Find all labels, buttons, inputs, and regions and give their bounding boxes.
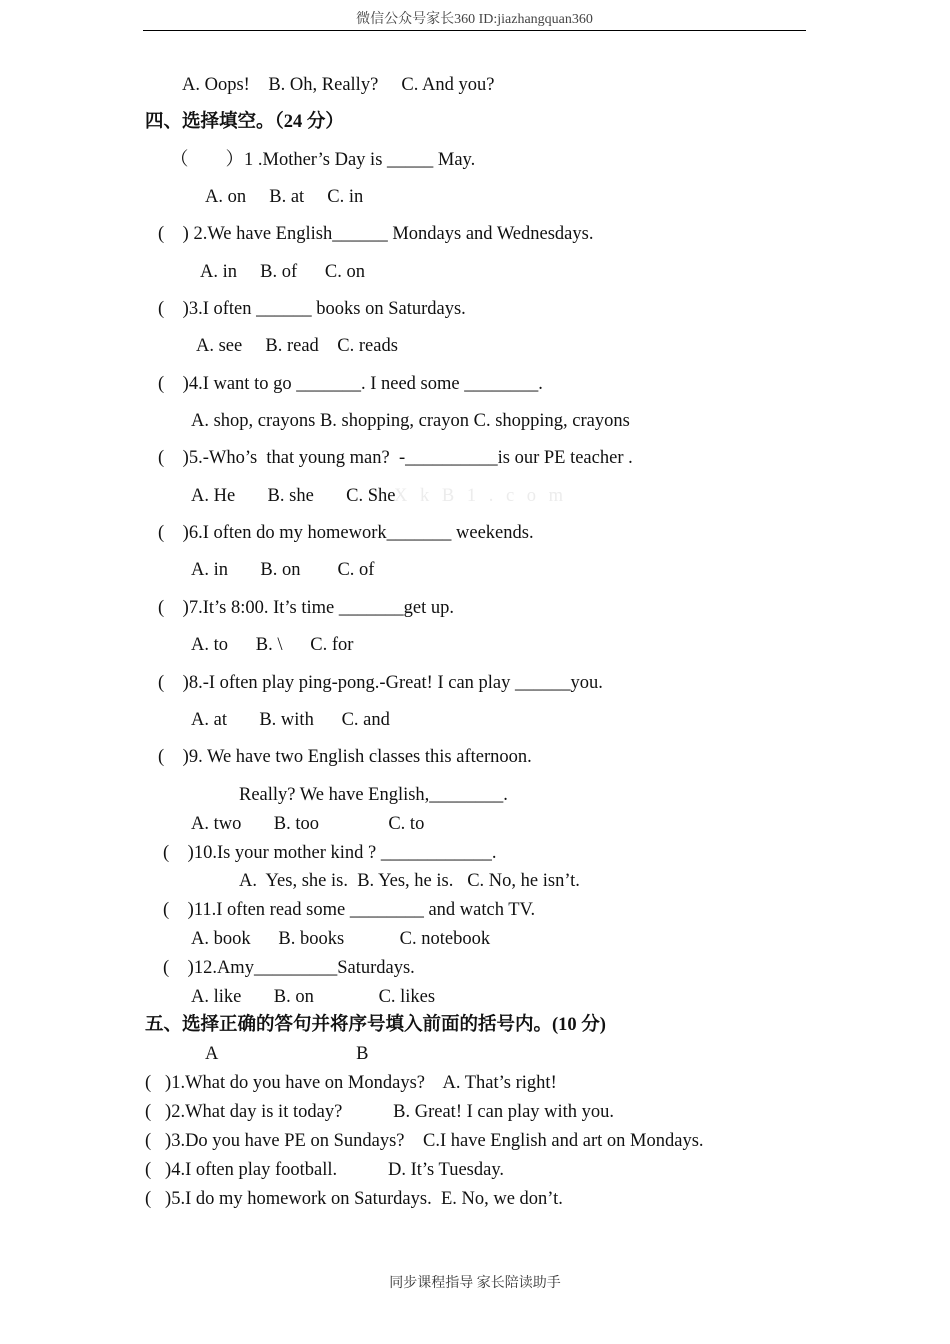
question-12: ( )12.Amy_________Saturdays.	[163, 958, 415, 978]
options-9: A. two B. too C. to	[191, 814, 425, 834]
column-headers: A B	[205, 1044, 369, 1064]
options-7: A. to B. \ C. for	[191, 635, 354, 655]
question-1: （ ）1 .Mother’s Day is _____ May.	[170, 150, 476, 170]
page-footer: 同步课程指导 家长陪读助手	[389, 1276, 561, 1291]
options-4: A. shop, crayons B. shopping, crayon C. shopping, crayons	[191, 411, 630, 431]
section-4-title: 四、选择填空。（24 分）	[145, 112, 344, 132]
question-8: ( )8.-I often play ping-pong.-Great! I can play ______you.	[158, 673, 603, 693]
options-6: A. in B. on C. of	[191, 560, 375, 580]
question-5: ( )5.-Who’s that young man? -__________is our PE teacher .	[158, 448, 633, 468]
question-10: ( )10.Is your mother kind ? ____________.	[163, 843, 497, 863]
options-1: A. on B. at C. in	[205, 187, 364, 207]
question-4: ( )4.I want to go _______. I need some ________.	[158, 374, 543, 394]
question-7: ( )7.It’s 8:00. It’s time _______get up.	[158, 598, 454, 618]
match-1: ( )1.What do you have on Mondays? A. That’s right!	[145, 1073, 557, 1093]
options-10: A. Yes, she is. B. Yes, he is. C. No, he isn’t.	[239, 871, 580, 891]
match-3: ( )3.Do you have PE on Sundays? C.I have English and art on Mondays.	[145, 1131, 704, 1151]
question-6: ( )6.I often do my homework_______ weekends.	[158, 523, 534, 543]
section-5-title: 五、选择正确的答句并将序号填入前面的括号内。(10 分)	[145, 1015, 606, 1035]
options-5: A. He B. she C. She	[191, 486, 396, 506]
options-3: A. see B. read C. reads	[196, 336, 398, 356]
prev-options: A. Oops! B. Oh, Really? C. And you?	[182, 75, 495, 95]
question-9-reply: Really? We have English,________.	[239, 785, 508, 805]
question-9: ( )9. We have two English classes this afternoon.	[158, 747, 532, 767]
options-2: A. in B. of C. on	[200, 262, 365, 282]
page-header: 微信公众号家长360 ID:jiazhangquan360	[143, 10, 806, 31]
options-12: A. like B. on C. likes	[191, 987, 436, 1007]
watermark: X k B 1 . c o m	[394, 486, 568, 506]
match-5: ( )5.I do my homework on Saturdays. E. No, we don’t.	[145, 1189, 563, 1209]
match-4: ( )4.I often play football. D. It’s Tuesday.	[145, 1160, 504, 1180]
question-2: ( ) 2.We have English______ Mondays and Wednesdays.	[158, 224, 594, 244]
match-2: ( )2.What day is it today? B. Great! I can play with you.	[145, 1102, 615, 1122]
options-8: A. at B. with C. and	[191, 710, 390, 730]
options-11: A. book B. books C. notebook	[191, 929, 491, 949]
question-3: ( )3.I often ______ books on Saturdays.	[158, 299, 466, 319]
question-11: ( )11.I often read some ________ and watch TV.	[163, 900, 536, 920]
